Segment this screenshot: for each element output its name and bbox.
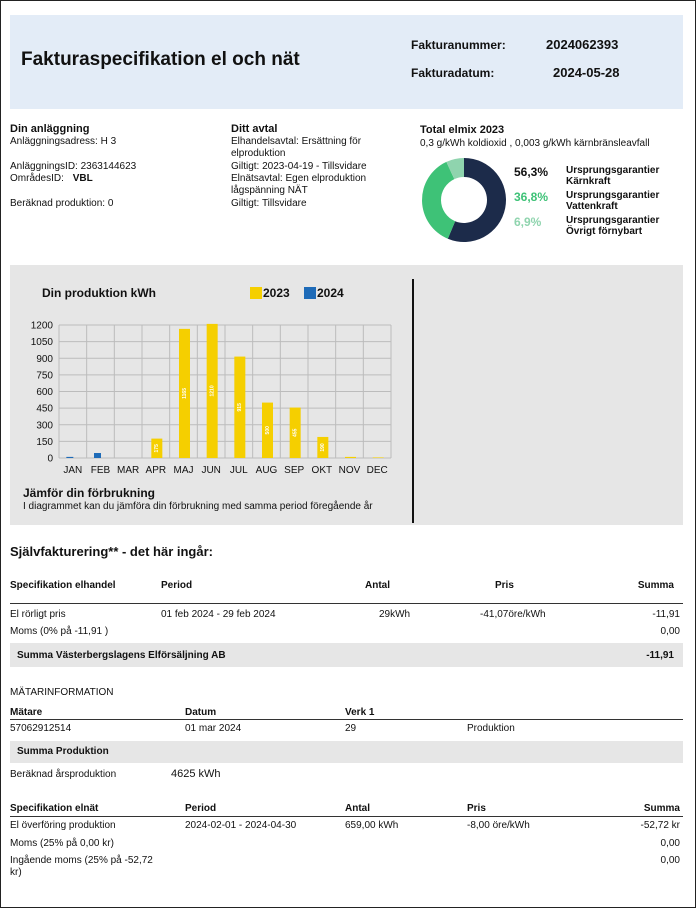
elmix-label: Övrigt förnybart xyxy=(566,226,643,237)
meter-col-meter: Mätare xyxy=(10,707,43,718)
annual-production-label: Beräknad årsproduktion xyxy=(10,769,117,780)
row-sum: -11,91 xyxy=(652,609,680,620)
elmix-percent: 6,9% xyxy=(514,215,542,229)
invoice-number-label: Fakturanummer: xyxy=(411,38,506,52)
row-price: -41,07öre/kWh xyxy=(480,609,546,620)
x-tick-label: FEB xyxy=(90,465,111,476)
elmix-percent: 36,8% xyxy=(514,190,549,204)
table-rule xyxy=(10,816,683,817)
grid-input-vat-sum: 0,00 xyxy=(660,855,680,866)
meter-col-reading: Verk 1 xyxy=(345,707,375,718)
x-tick-label: NOV xyxy=(338,465,361,476)
invoice-date-label: Fakturadatum: xyxy=(411,66,495,80)
vat-label: Moms (0% på -11,91 ) xyxy=(10,626,109,637)
invoice-date: 2024-05-28 xyxy=(553,65,620,80)
y-tick-label: 1050 xyxy=(30,337,53,349)
supplier-total-label: Summa Västerbergslagens Elförsäljning AB xyxy=(17,650,226,661)
legend-swatch-2023 xyxy=(250,287,262,299)
y-tick-label: 900 xyxy=(36,353,53,365)
bar-data-label: 190 xyxy=(320,443,327,452)
meter-reading: 29 xyxy=(345,723,357,734)
contract-line: Elhandelsavtal: Ersättning för xyxy=(231,136,362,147)
elmix-label: Ursprungsgarantier xyxy=(566,215,660,226)
grid-input-vat-label-cont: kr) xyxy=(10,867,22,878)
elmix-label: Ursprungsgarantier xyxy=(566,190,660,201)
col-header-amount: Antal xyxy=(365,580,390,591)
bar-data-label: 500 xyxy=(264,426,271,435)
bar-2023 xyxy=(345,457,356,458)
facility-area xyxy=(10,173,93,184)
grid-vat-label: Moms (25% på 0,00 kr) xyxy=(10,838,114,849)
row-label: El rörligt pris xyxy=(10,609,66,620)
production-bar-chart xyxy=(21,315,397,477)
meter-type: Produktion xyxy=(467,723,515,734)
grid-col-spec: Specifikation elnät xyxy=(10,803,99,814)
x-tick-label: APR xyxy=(145,465,167,476)
facility-production: Beräknad produktion: 0 xyxy=(10,198,114,209)
contract-line: Giltigt: 2023-04-19 - Tillsvidare xyxy=(231,161,367,172)
compare-text: I diagrammet kan du jämföra din förbrukning med samma period föregående år xyxy=(23,501,373,512)
grid-vat-sum: 0,00 xyxy=(660,838,680,849)
vat-sum: 0,00 xyxy=(660,626,680,637)
col-header-price: Pris xyxy=(495,580,514,591)
header-band xyxy=(10,15,683,109)
elmix-percent: 56,3% xyxy=(514,165,549,179)
grid-row-period: 2024-02-01 - 2024-04-30 xyxy=(185,820,297,831)
facility-heading: Din anläggning xyxy=(10,123,90,135)
page-title: Fakturaspecifikation el och nät xyxy=(21,49,300,70)
y-tick-label: 1200 xyxy=(30,320,53,332)
x-tick-label: JUL xyxy=(229,465,248,476)
invoice-number: 2024062393 xyxy=(546,37,619,52)
row-period: 01 feb 2024 - 29 feb 2024 xyxy=(161,609,276,620)
x-tick-label: SEP xyxy=(284,465,305,476)
grid-input-vat-label: Ingående moms (25% på -52,72 xyxy=(10,855,153,866)
x-tick-label: JAN xyxy=(63,465,83,476)
facility-area-value: VBL xyxy=(72,173,93,184)
bar-data-label: 1165 xyxy=(181,388,188,399)
grid-row-label: El överföring produktion xyxy=(10,820,116,831)
donut-slice xyxy=(422,162,455,239)
y-tick-label: 0 xyxy=(47,453,53,465)
contract-heading: Ditt avtal xyxy=(231,123,278,135)
facility-address: Anläggningsadress: H 3 xyxy=(10,136,117,147)
x-tick-label: DEC xyxy=(366,465,388,476)
panel-divider xyxy=(412,279,414,523)
col-header-sum: Summa xyxy=(637,580,674,591)
bar-2024 xyxy=(66,457,73,458)
col-header-spec: Specifikation elhandel xyxy=(10,580,116,591)
grid-row-amount: 659,00 kWh xyxy=(345,820,399,831)
elmix-label: Vattenkraft xyxy=(566,201,618,212)
elmix-donut xyxy=(421,157,507,243)
meter-date: 01 mar 2024 xyxy=(185,723,242,734)
table-rule xyxy=(10,603,683,604)
annual-production-value: 4625 kWh xyxy=(171,768,221,780)
facility-id: AnläggningsID: 2363144623 xyxy=(10,161,137,172)
bar-data-label: 915 xyxy=(237,403,244,412)
bar-2023 xyxy=(373,457,384,458)
meter-id: 57062912514 xyxy=(10,723,72,734)
bar-2024 xyxy=(94,453,101,458)
contract-line: lågspänning NÄT xyxy=(231,185,308,196)
elmix-label: Ursprungsgarantier xyxy=(566,165,660,176)
x-tick-label: JUN xyxy=(201,465,221,476)
grid-col-price: Pris xyxy=(467,803,486,814)
elmix-label: Kärnkraft xyxy=(566,176,611,187)
x-tick-label: AUG xyxy=(255,465,278,476)
y-tick-label: 600 xyxy=(36,387,53,398)
contract-line: Elnätsavtal: Egen elproduktion xyxy=(231,173,367,184)
grid-col-amount: Antal xyxy=(345,803,370,814)
legend-label-2024: 2024 xyxy=(317,286,344,300)
elmix-heading: Total elmix 2023 xyxy=(420,124,505,136)
bar-data-label: 1210 xyxy=(209,385,216,397)
facility-area-label: OmrådesID: xyxy=(10,173,64,184)
grid-col-period: Period xyxy=(185,803,217,814)
contract-line: Giltigt: Tillsvidare xyxy=(231,198,307,209)
x-tick-label: MAR xyxy=(117,465,140,476)
contract-line: elproduktion xyxy=(231,148,286,159)
y-tick-label: 300 xyxy=(36,420,53,432)
grid-row-price: -8,00 öre/kWh xyxy=(467,820,530,831)
supplier-total-value: -11,91 xyxy=(646,650,674,661)
chart-title: Din produktion kWh xyxy=(42,286,156,300)
grid-row-sum: -52,72 kr xyxy=(640,820,680,831)
legend-swatch-2024 xyxy=(304,287,316,299)
grid-col-sum: Summa xyxy=(643,803,680,814)
x-tick-label: MAJ xyxy=(173,465,194,476)
x-tick-label: OKT xyxy=(311,465,333,476)
y-tick-label: 750 xyxy=(36,370,53,382)
table-rule xyxy=(10,719,683,720)
production-sum-band xyxy=(10,741,683,763)
compare-heading: Jämför din förbrukning xyxy=(23,486,155,500)
production-sum-heading: Summa Produktion xyxy=(17,746,109,757)
bar-data-label: 175 xyxy=(154,444,161,453)
meter-col-date: Datum xyxy=(185,707,217,718)
legend-label-2023: 2023 xyxy=(263,286,290,300)
y-tick-label: 450 xyxy=(36,403,53,415)
meter-heading: MÄTARINFORMATION xyxy=(10,687,114,698)
bar-data-label: 455 xyxy=(292,428,299,437)
y-tick-label: 150 xyxy=(36,436,53,448)
self-billing-heading: Självfakturering** - det här ingår: xyxy=(10,544,213,559)
row-amount: 29kWh xyxy=(379,609,411,620)
col-header-period: Period xyxy=(161,580,193,591)
elmix-subtitle: 0,3 g/kWh koldioxid , 0,003 g/kWh kärnbränsleavfall xyxy=(420,138,650,149)
